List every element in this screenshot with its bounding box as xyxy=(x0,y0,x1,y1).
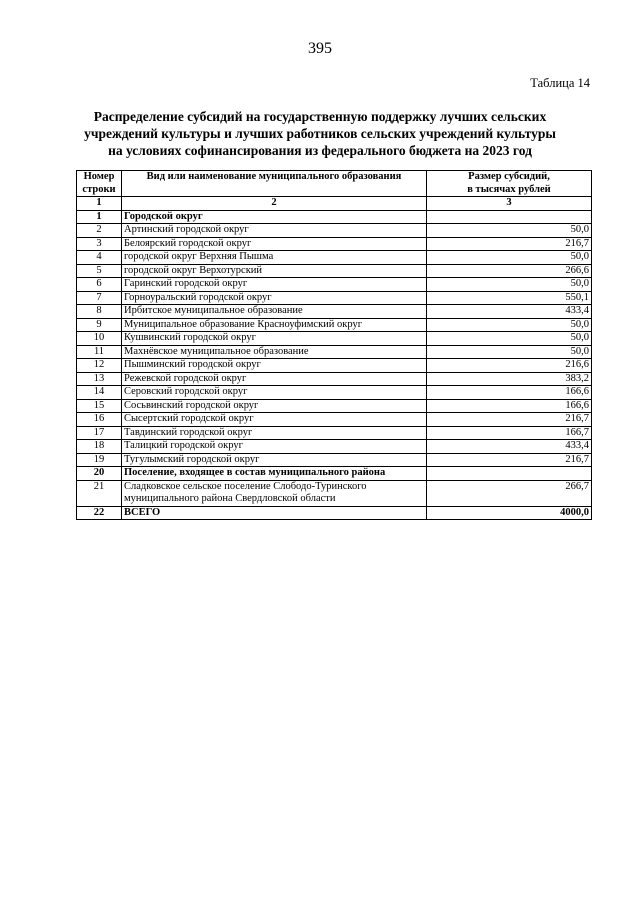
municipality-name: Махнёвское муниципальное образование xyxy=(122,345,427,359)
table-row xyxy=(77,291,592,305)
subsidy-amount: 433,4 xyxy=(427,440,592,454)
table-row xyxy=(77,251,592,265)
title-line: Распределение субсидий на государственную поддержку лучших сельских xyxy=(93,109,547,124)
row-number: 1 xyxy=(77,210,122,224)
subsidy-amount: 216,7 xyxy=(427,413,592,427)
table-row xyxy=(77,224,592,238)
row-number: 3 xyxy=(77,237,122,251)
municipality-name: Сладковское сельское поселение Слободо-Туринского муниципального района Свердловской области xyxy=(122,480,427,506)
table-row xyxy=(77,305,592,319)
header-subsidy-line1: Размер субсидий, xyxy=(468,171,550,182)
subsidy-amount: 50,0 xyxy=(427,251,592,265)
municipality-name: Режевской городской округ xyxy=(122,372,427,386)
subsidy-amount: 50,0 xyxy=(427,332,592,346)
column-number-row xyxy=(77,197,592,211)
page-number: 395 xyxy=(308,40,332,57)
table-row xyxy=(77,318,592,332)
row-number: 4 xyxy=(77,251,122,265)
municipality-name: Муниципальное образование Красноуфимский округ xyxy=(122,318,427,332)
table-row xyxy=(77,480,592,506)
municipality-name: Пышминский городской округ xyxy=(122,359,427,373)
municipality-name: Кушвинский городской округ xyxy=(122,332,427,346)
table-row xyxy=(77,399,592,413)
header-subsidy-amount xyxy=(427,171,592,197)
row-number: 13 xyxy=(77,372,122,386)
table-row xyxy=(77,413,592,427)
subsidy-amount: 50,0 xyxy=(427,318,592,332)
subsidy-amount: 50,0 xyxy=(427,345,592,359)
header-municipality xyxy=(122,171,427,197)
subsidy-amount: 4000,0 xyxy=(427,506,592,520)
subsidy-amount: 216,7 xyxy=(427,237,592,251)
table-row xyxy=(77,345,592,359)
row-number: 21 xyxy=(77,480,122,506)
table-header-row xyxy=(77,171,592,197)
subsidy-amount: 266,7 xyxy=(427,480,592,506)
row-number: 12 xyxy=(77,359,122,373)
municipality-name: городской округ Верхняя Пышма xyxy=(122,251,427,265)
header-municipality-text: Вид или наименование муниципального образования xyxy=(146,171,402,182)
subsidy-amount xyxy=(427,210,592,224)
municipality-name: Ирбитское муниципальное образование xyxy=(122,305,427,319)
row-number: 9 xyxy=(77,318,122,332)
header-subsidy-line2: в тысячах рублей xyxy=(467,183,551,195)
column-number: 2 xyxy=(122,197,427,211)
municipality-name: Талицкий городской округ xyxy=(122,440,427,454)
subsidy-amount: 50,0 xyxy=(427,278,592,292)
row-number: 17 xyxy=(77,426,122,440)
row-number: 16 xyxy=(77,413,122,427)
row-number: 8 xyxy=(77,305,122,319)
municipality-name: Горноуральский городской округ xyxy=(122,291,427,305)
subsidy-amount: 166,6 xyxy=(427,399,592,413)
row-number: 19 xyxy=(77,453,122,467)
header-row-number-line1: Номер xyxy=(83,171,115,182)
subsidy-amount xyxy=(427,467,592,481)
municipality-name: Серовский городской округ xyxy=(122,386,427,400)
municipality-name: Гаринский городской округ xyxy=(122,278,427,292)
table-row xyxy=(77,440,592,454)
subsidy-amount: 166,7 xyxy=(427,426,592,440)
table-row xyxy=(77,278,592,292)
table-row xyxy=(77,386,592,400)
municipality-name: ВСЕГО xyxy=(122,506,427,520)
table-body xyxy=(77,210,592,520)
municipality-name: Поселение, входящее в состав муниципального района xyxy=(122,467,427,481)
subsidies-table xyxy=(76,170,592,520)
table-row xyxy=(77,237,592,251)
subsidy-amount: 216,6 xyxy=(427,359,592,373)
row-number: 15 xyxy=(77,399,122,413)
column-number: 3 xyxy=(427,197,592,211)
municipality-name: Сысертский городской округ xyxy=(122,413,427,427)
municipality-name: Городской округ xyxy=(122,210,427,224)
subsidy-amount: 266,6 xyxy=(427,264,592,278)
row-number: 14 xyxy=(77,386,122,400)
row-number: 11 xyxy=(77,345,122,359)
row-number: 10 xyxy=(77,332,122,346)
subsidy-amount: 550,1 xyxy=(427,291,592,305)
table-row xyxy=(77,372,592,386)
row-number: 18 xyxy=(77,440,122,454)
header-row-number-line2: строки xyxy=(82,183,116,195)
table-row xyxy=(77,467,592,481)
table-label: Таблица 14 xyxy=(530,76,590,90)
table-row xyxy=(77,506,592,520)
municipality-name: Тугулымский городской округ xyxy=(122,453,427,467)
row-number: 7 xyxy=(77,291,122,305)
municipality-name: Сосьвинский городской округ xyxy=(122,399,427,413)
header-row-number xyxy=(77,171,122,197)
municipality-name: Тавдинский городской округ xyxy=(122,426,427,440)
subsidy-amount: 166,6 xyxy=(427,386,592,400)
row-number: 6 xyxy=(77,278,122,292)
municipality-name: городской округ Верхотурский xyxy=(122,264,427,278)
table-row xyxy=(77,426,592,440)
column-number: 1 xyxy=(77,197,122,211)
row-number: 20 xyxy=(77,467,122,481)
table-row xyxy=(77,264,592,278)
municipality-name: Артинский городской округ xyxy=(122,224,427,238)
subsidy-amount: 216,7 xyxy=(427,453,592,467)
title-line: учреждений культуры и лучших работников сельских учреждений культуры xyxy=(84,126,556,141)
table-row xyxy=(77,359,592,373)
table-row xyxy=(77,332,592,346)
row-number: 5 xyxy=(77,264,122,278)
table-row xyxy=(77,210,592,224)
table-row xyxy=(77,453,592,467)
subsidy-amount: 433,4 xyxy=(427,305,592,319)
municipality-name: Белоярский городской округ xyxy=(122,237,427,251)
row-number: 2 xyxy=(77,224,122,238)
title-line: на условиях софинансирования из федерального бюджета на 2023 год xyxy=(108,143,532,158)
row-number: 22 xyxy=(77,506,122,520)
subsidy-amount: 383,2 xyxy=(427,372,592,386)
document-title xyxy=(60,108,580,159)
subsidy-amount: 50,0 xyxy=(427,224,592,238)
